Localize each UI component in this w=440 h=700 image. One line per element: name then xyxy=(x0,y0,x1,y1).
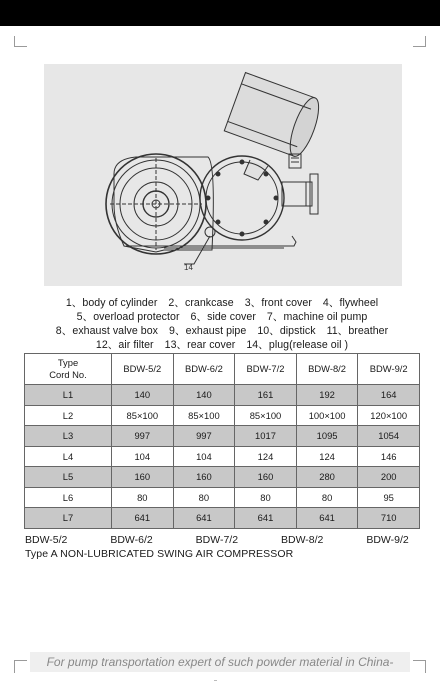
table-cell: 280 xyxy=(296,467,358,488)
table-cell: 641 xyxy=(112,508,174,529)
table-cell: 1095 xyxy=(296,426,358,447)
model-list xyxy=(25,534,440,546)
table-cell: 1054 xyxy=(358,426,420,447)
table-cell: 80 xyxy=(296,487,358,508)
model-name: BDW-9/2 xyxy=(366,534,409,546)
table-cell: 192 xyxy=(296,385,358,406)
table-cell: 146 xyxy=(358,446,420,467)
compressor-drawing xyxy=(44,64,402,286)
legend-item: 11、breather xyxy=(326,325,389,337)
table-row xyxy=(25,487,420,508)
legend-item: 3、front cover xyxy=(244,297,312,309)
dimension-table xyxy=(24,353,420,529)
table-cell: 1017 xyxy=(235,426,297,447)
legend-item: 2、crankcase xyxy=(168,297,234,309)
column-header: BDW-7/2 xyxy=(235,354,297,385)
table-cell: 104 xyxy=(112,446,174,467)
table-cell: 160 xyxy=(235,467,297,488)
table-cell: 80 xyxy=(173,487,235,508)
row-label: L3 xyxy=(25,426,112,447)
legend-item: 10、dipstick xyxy=(257,325,316,337)
table-cell: 95 xyxy=(358,487,420,508)
row-label: L5 xyxy=(25,467,112,488)
table-cell: 85×100 xyxy=(112,405,174,426)
table-cell: 641 xyxy=(235,508,297,529)
table-cell: 641 xyxy=(296,508,358,529)
legend-item: 6、side cover xyxy=(190,311,256,323)
model-name: BDW-7/2 xyxy=(195,534,239,546)
legend-item: 13、rear cover xyxy=(164,339,236,351)
table-row xyxy=(25,446,420,467)
table-row xyxy=(25,426,420,447)
table-cell: 120×100 xyxy=(358,405,420,426)
crop-mark-bottom-right xyxy=(413,660,426,673)
column-header: BDW-9/2 xyxy=(358,354,420,385)
table-cell: 140 xyxy=(112,385,174,406)
table-cell: 160 xyxy=(173,467,235,488)
legend-item: 1、body of cylinder xyxy=(65,297,158,309)
page-dot xyxy=(214,680,217,681)
table-cell: 641 xyxy=(173,508,235,529)
table-cell: 164 xyxy=(358,385,420,406)
table-cell: 200 xyxy=(358,467,420,488)
legend-item: 5、overload protector xyxy=(76,311,180,323)
legend-item: 9、exhaust pipe xyxy=(169,325,247,337)
table-cell: 710 xyxy=(358,508,420,529)
table-row xyxy=(25,405,420,426)
table-cell: 80 xyxy=(112,487,174,508)
type-header-line2: Cord No. xyxy=(49,369,87,380)
table-cell: 85×100 xyxy=(173,405,235,426)
legend-item: 7、machine oil pump xyxy=(266,311,368,323)
row-label: L2 xyxy=(25,405,112,426)
table-cell: 124 xyxy=(235,446,297,467)
column-header: BDW-8/2 xyxy=(296,354,358,385)
model-name: BDW-6/2 xyxy=(110,534,153,546)
footer-watermark: For pump transportation expert of such powder material in China- xyxy=(30,652,410,672)
table-header-row xyxy=(25,354,420,385)
table-cell: 161 xyxy=(235,385,297,406)
legend-item: 4、flywheel xyxy=(322,297,379,309)
column-header: BDW-5/2 xyxy=(112,354,174,385)
table-cell: 160 xyxy=(112,467,174,488)
legend-item: 12、air filter xyxy=(95,339,154,351)
row-label: L1 xyxy=(25,385,112,406)
table-cell: 997 xyxy=(112,426,174,447)
crop-mark-bottom-left xyxy=(14,660,27,673)
table-cell: 100×100 xyxy=(296,405,358,426)
column-header: BDW-6/2 xyxy=(173,354,235,385)
parts-legend xyxy=(22,296,422,352)
type-cord-header xyxy=(25,354,112,385)
table-cell: 80 xyxy=(235,487,297,508)
table-cell: 997 xyxy=(173,426,235,447)
table-row xyxy=(25,467,420,488)
legend-item: 14、plug(release oil ) xyxy=(246,339,349,351)
top-black-bar xyxy=(0,0,440,26)
table-row xyxy=(25,508,420,529)
table-cell: 124 xyxy=(296,446,358,467)
model-name: BDW-5/2 xyxy=(25,534,68,546)
crop-mark-top-left xyxy=(14,36,27,47)
legend-item: 8、exhaust valve box xyxy=(55,325,159,337)
row-label: L4 xyxy=(25,446,112,467)
callout-label: 14 xyxy=(184,263,193,272)
compressor-line-art xyxy=(44,64,402,286)
row-label: L6 xyxy=(25,487,112,508)
row-label: L7 xyxy=(25,508,112,529)
type-header-line1: Type xyxy=(57,357,79,368)
table-cell: 85×100 xyxy=(235,405,297,426)
crop-mark-top-right xyxy=(413,36,426,47)
table-cell: 104 xyxy=(173,446,235,467)
table-row xyxy=(25,385,420,406)
table-cell: 140 xyxy=(173,385,235,406)
model-name: BDW-8/2 xyxy=(280,534,324,546)
product-subtitle: Type A NON-LUBRICATED SWING AIR COMPRESSOR xyxy=(25,548,294,560)
